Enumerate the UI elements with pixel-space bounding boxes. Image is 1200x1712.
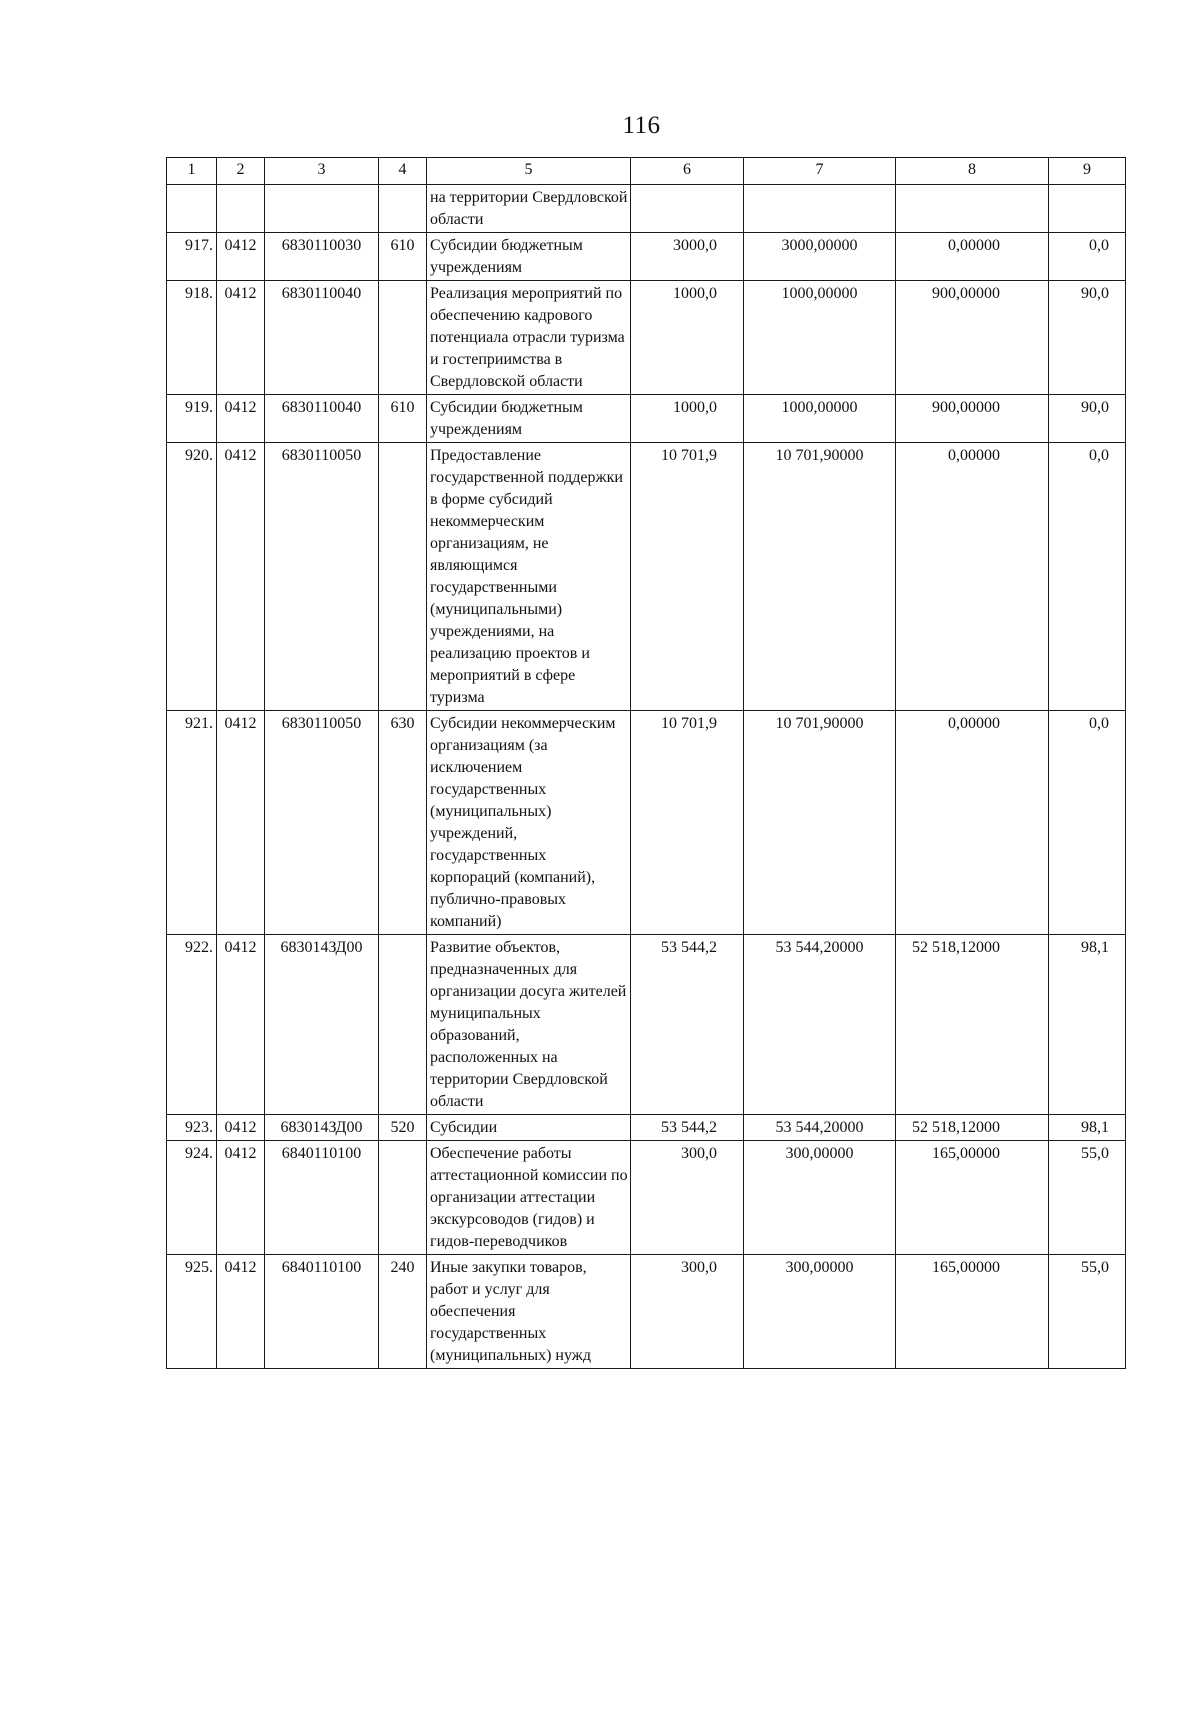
percent-value-cell: 98,1 [1049,1115,1126,1141]
refined-value-cell: 3000,00000 [744,233,896,281]
executed-value-cell: 52 518,12000 [896,935,1049,1115]
percent-value-cell: 90,0 [1049,395,1126,443]
section-code-cell: 0412 [217,935,265,1115]
target-code-cell: 683014ЗД00 [265,935,379,1115]
target-code-cell: 6840110100 [265,1141,379,1255]
expense-type-cell: 520 [379,1115,427,1141]
item-name-cell: Реализация мероприятий по обеспечению кадрового потенциала отрасли туризма и гостеприимства в Свердловской области [427,281,631,395]
item-name-cell: на территории Свердловской области [427,185,631,233]
table-body [167,185,1126,1369]
row-number-cell: 923. [167,1115,217,1141]
header-row [167,158,1126,185]
header-cell: 3 [265,158,379,185]
percent-value-cell: 0,0 [1049,443,1126,711]
percent-value-cell: 0,0 [1049,711,1126,935]
item-name-cell: Развитие объектов, предназначенных для организации досуга жителей муниципальных образований, расположенных на территории Свердловской области [427,935,631,1115]
plan-value-cell: 1000,0 [631,281,744,395]
refined-value-cell [744,185,896,233]
item-name-cell: Обеспечение работы аттестационной комиссии по организации аттестации экскурсоводов (гидов) и гидов-переводчиков [427,1141,631,1255]
refined-value-cell: 300,00000 [744,1141,896,1255]
table-row [167,395,1126,443]
expense-type-cell [379,281,427,395]
item-name-cell: Предоставление государственной поддержки в форме субсидий некоммерческим организациям, не являющимся государственными (муниципальными) учреждениями, на реализацию проектов и мероприятий в сфере туризма [427,443,631,711]
plan-value-cell: 1000,0 [631,395,744,443]
item-name-cell: Субсидии бюджетным учреждениям [427,233,631,281]
section-code-cell: 0412 [217,233,265,281]
row-number-cell: 922. [167,935,217,1115]
table-row [167,281,1126,395]
header-cell: 6 [631,158,744,185]
percent-value-cell: 0,0 [1049,233,1126,281]
section-code-cell: 0412 [217,1115,265,1141]
executed-value-cell: 900,00000 [896,281,1049,395]
target-code-cell: 6830110030 [265,233,379,281]
header-cell: 4 [379,158,427,185]
section-code-cell: 0412 [217,443,265,711]
executed-value-cell: 900,00000 [896,395,1049,443]
refined-value-cell: 10 701,90000 [744,711,896,935]
item-name-cell: Иные закупки товаров, работ и услуг для обеспечения государственных (муниципальных) нужд [427,1255,631,1369]
expense-type-cell [379,1141,427,1255]
budget-table [166,157,1126,1369]
target-code-cell: 683014ЗД00 [265,1115,379,1141]
section-code-cell: 0412 [217,395,265,443]
target-code-cell: 6830110050 [265,443,379,711]
row-number-cell: 919. [167,395,217,443]
target-code-cell: 6830110050 [265,711,379,935]
header-cell: 2 [217,158,265,185]
refined-value-cell: 1000,00000 [744,281,896,395]
item-name-cell: Субсидии некоммерческим организациям (за исключением государственных (муниципальных) учреждений, государственных корпораций (компаний), публично-правовых компаний) [427,711,631,935]
table-row [167,1115,1126,1141]
section-code-cell: 0412 [217,711,265,935]
executed-value-cell: 165,00000 [896,1255,1049,1369]
header-cell: 9 [1049,158,1126,185]
table-row [167,935,1126,1115]
executed-value-cell: 0,00000 [896,711,1049,935]
expense-type-cell [379,185,427,233]
row-number-cell: 924. [167,1141,217,1255]
target-code-cell [265,185,379,233]
plan-value-cell: 10 701,9 [631,711,744,935]
executed-value-cell: 0,00000 [896,233,1049,281]
refined-value-cell: 1000,00000 [744,395,896,443]
expense-type-cell [379,935,427,1115]
expense-type-cell: 240 [379,1255,427,1369]
plan-value-cell: 10 701,9 [631,443,744,711]
table-row [167,1255,1126,1369]
expense-type-cell [379,443,427,711]
executed-value-cell: 165,00000 [896,1141,1049,1255]
section-code-cell: 0412 [217,281,265,395]
percent-value-cell: 55,0 [1049,1255,1126,1369]
executed-value-cell: 52 518,12000 [896,1115,1049,1141]
item-name-cell: Субсидии [427,1115,631,1141]
expense-type-cell: 630 [379,711,427,935]
refined-value-cell: 53 544,20000 [744,1115,896,1141]
plan-value-cell [631,185,744,233]
section-code-cell: 0412 [217,1255,265,1369]
percent-value-cell: 98,1 [1049,935,1126,1115]
table-row [167,443,1126,711]
plan-value-cell: 300,0 [631,1255,744,1369]
target-code-cell: 6840110100 [265,1255,379,1369]
plan-value-cell: 3000,0 [631,233,744,281]
percent-value-cell: 90,0 [1049,281,1126,395]
expense-type-cell: 610 [379,233,427,281]
percent-value-cell [1049,185,1126,233]
executed-value-cell [896,185,1049,233]
target-code-cell: 6830110040 [265,395,379,443]
table-row [167,1141,1126,1255]
refined-value-cell: 53 544,20000 [744,935,896,1115]
page-number: 116 [622,112,661,139]
row-number-cell: 921. [167,711,217,935]
header-cell: 5 [427,158,631,185]
header-cell: 8 [896,158,1049,185]
header-cell: 7 [744,158,896,185]
percent-value-cell: 55,0 [1049,1141,1126,1255]
section-code-cell: 0412 [217,1141,265,1255]
target-code-cell: 6830110040 [265,281,379,395]
row-number-cell: 917. [167,233,217,281]
executed-value-cell: 0,00000 [896,443,1049,711]
row-number-cell: 925. [167,1255,217,1369]
expense-type-cell: 610 [379,395,427,443]
row-number-cell: 920. [167,443,217,711]
table-row [167,233,1126,281]
table-row [167,185,1126,233]
item-name-cell: Субсидии бюджетным учреждениям [427,395,631,443]
refined-value-cell: 10 701,90000 [744,443,896,711]
row-number-cell [167,185,217,233]
plan-value-cell: 53 544,2 [631,1115,744,1141]
header-cell: 1 [167,158,217,185]
refined-value-cell: 300,00000 [744,1255,896,1369]
section-code-cell [217,185,265,233]
plan-value-cell: 53 544,2 [631,935,744,1115]
row-number-cell: 918. [167,281,217,395]
plan-value-cell: 300,0 [631,1141,744,1255]
table-row [167,711,1126,935]
